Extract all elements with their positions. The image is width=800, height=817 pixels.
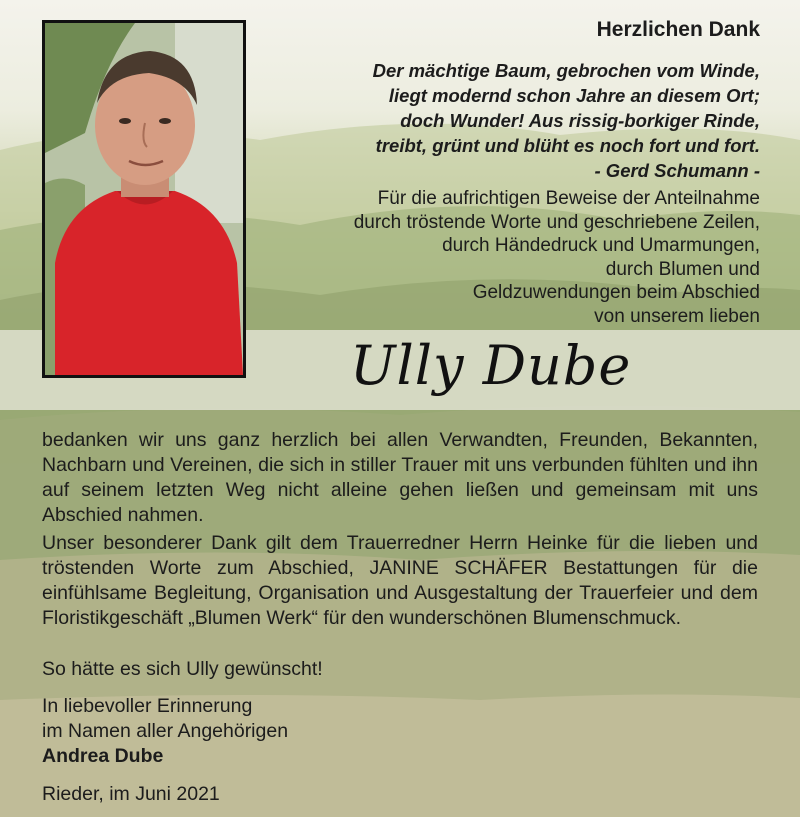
thanks-line: Geldzuwendungen beim Abschied [472, 282, 760, 303]
thanks-line: Für die aufrichtigen Beweise der Anteilnahme [377, 188, 760, 209]
portrait-photo [42, 20, 246, 378]
thanks-intro [280, 187, 760, 328]
thanks-line: durch Händedruck und Umarmungen, [442, 235, 760, 256]
poem-line: liegt modernd schon Jahre an diesem Ort; [388, 85, 760, 106]
thanks-line: durch Blumen und [605, 258, 760, 280]
signatory-name: Andrea Dube [42, 745, 164, 767]
poem [280, 58, 760, 183]
thanks-line: durch tröstende Worte und geschriebene Zeilen, [353, 211, 760, 233]
memory-line: In liebevoller Erinnerung [42, 695, 253, 717]
poem-line: treibt, grünt und blüht es noch fort und fort. [375, 135, 760, 156]
memory-block [42, 694, 288, 744]
thanks-line: von unserem lieben [594, 305, 760, 327]
poem-line: doch Wunder! Aus rissig-borkiger Rinde, [400, 110, 760, 131]
memory-line: im Namen aller Angehörigen [42, 720, 289, 742]
place-and-date: Rieder, im Juni 2021 [42, 783, 220, 805]
wish-line: So hätte es sich Ully gewünscht! [42, 658, 323, 680]
thanks-paragraph: bedanken wir uns ganz herzlich bei allen Verwandten, Freunden, Bekannten, Nachbarn und Vereinen, die sich in stiller Trauer mit uns verbunden fühlten und ihn auf seinem letzten Weg nicht alleine gehen ließen und gemeinsam mit uns Abschied nahmen. [42, 429, 758, 526]
notice-heading: Herzlichen Dank [596, 18, 760, 41]
deceased-name: Ully Dube [350, 334, 632, 397]
poem-line: Der mächtige Baum, gebrochen vom Winde, [372, 60, 760, 81]
special-thanks-paragraph: Unser besonderer Dank gilt dem Trauerredner Herrn Heinke für die lieben und tröstenden Worte zum Abschied, JANINE SCHÄFER Bestattungen für die einfühlsame Begleitung, Organisation und Ausgestaltung der Trauerfeier und dem Floristikgeschäft „Blumen Werk“ für den wunderschönen Blumenschmuck. [42, 532, 758, 629]
poem-author: - Gerd Schumann - [594, 160, 760, 181]
